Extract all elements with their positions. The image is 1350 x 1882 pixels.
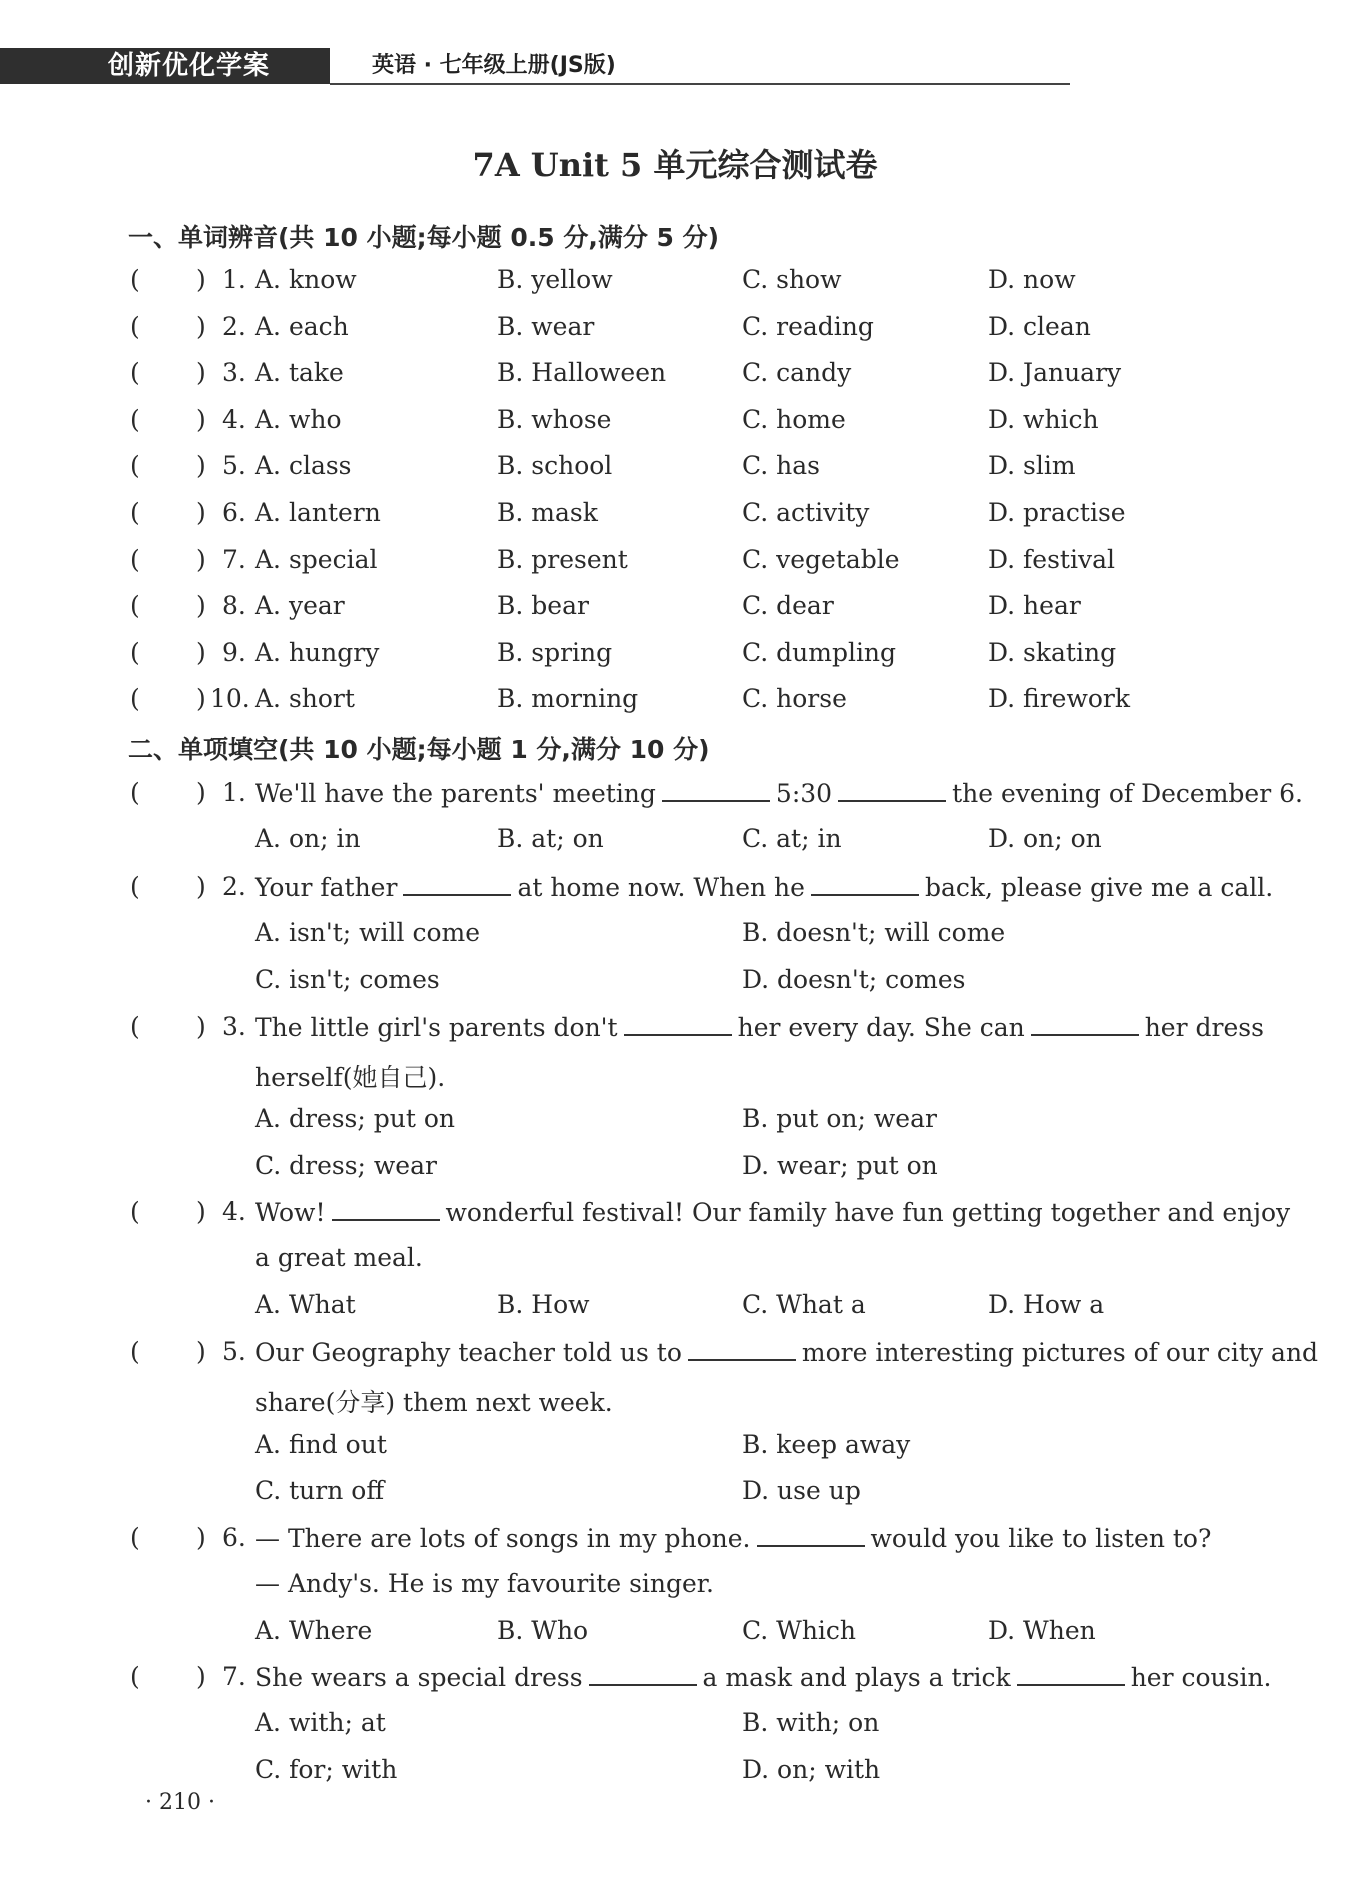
answer-paren-right: ) bbox=[196, 545, 206, 574]
option-d[interactable]: D. January bbox=[988, 358, 1122, 387]
answer-blank[interactable] bbox=[403, 872, 511, 896]
stem-part: She wears a special dress bbox=[255, 1663, 583, 1692]
question-stem bbox=[255, 1523, 1211, 1553]
question-row bbox=[0, 1012, 1350, 1052]
question-stem bbox=[255, 1337, 1318, 1367]
question-number: 4. bbox=[222, 1197, 246, 1226]
option-b[interactable]: B. at; on bbox=[497, 824, 604, 853]
stem-part: wonderful festival! Our family have fun getting together and enjoy bbox=[445, 1198, 1291, 1227]
option-d[interactable]: D. doesn't; comes bbox=[742, 965, 966, 994]
option-b[interactable]: B. whose bbox=[497, 405, 612, 434]
option-a[interactable]: A. isn't; will come bbox=[255, 918, 481, 947]
answer-blank[interactable] bbox=[811, 872, 919, 896]
options-row bbox=[0, 1755, 1350, 1795]
option-b[interactable]: B. with; on bbox=[742, 1708, 880, 1737]
question-number: 2. bbox=[222, 312, 246, 341]
question-row bbox=[0, 1197, 1350, 1237]
option-d[interactable]: D. firework bbox=[988, 684, 1131, 713]
answer-paren-right: ) bbox=[196, 498, 206, 527]
question-row bbox=[0, 1662, 1350, 1702]
answer-paren-left[interactable]: ( bbox=[130, 312, 140, 341]
option-b[interactable]: B. put on; wear bbox=[742, 1104, 937, 1133]
answer-blank[interactable] bbox=[332, 1197, 440, 1221]
option-c[interactable]: C. vegetable bbox=[742, 545, 900, 574]
answer-paren-right: ) bbox=[196, 1523, 206, 1552]
answer-blank[interactable] bbox=[589, 1662, 697, 1686]
answer-paren-right: ) bbox=[196, 405, 206, 434]
options-row bbox=[0, 1430, 1350, 1470]
phonetics-row bbox=[0, 265, 1350, 305]
option-d[interactable]: D. on; on bbox=[988, 824, 1102, 853]
stem-part: Our Geography teacher told us to bbox=[255, 1338, 682, 1367]
question-number: 3. bbox=[222, 1012, 246, 1041]
option-a[interactable]: A. What bbox=[255, 1290, 356, 1319]
stem-part: at home now. When he bbox=[517, 873, 805, 902]
page-number: · 210 · bbox=[145, 1790, 215, 1815]
option-d[interactable]: D. slim bbox=[988, 451, 1076, 480]
option-d[interactable]: D. which bbox=[988, 405, 1099, 434]
question-number: 9. bbox=[222, 638, 246, 667]
option-a[interactable]: A. take bbox=[255, 358, 344, 387]
stem-part: Wow! bbox=[255, 1198, 326, 1227]
answer-paren-left[interactable]: ( bbox=[130, 778, 140, 807]
options-row bbox=[0, 965, 1350, 1005]
phonetics-row bbox=[0, 545, 1350, 585]
phonetics-row bbox=[0, 451, 1350, 491]
stem-part: the evening of December 6. bbox=[952, 779, 1303, 808]
option-c[interactable]: C. What a bbox=[742, 1290, 866, 1319]
option-b[interactable]: B. morning bbox=[497, 684, 639, 713]
option-c[interactable]: C. candy bbox=[742, 358, 852, 387]
option-d[interactable]: D. on; with bbox=[742, 1755, 881, 1784]
option-c[interactable]: C. dress; wear bbox=[255, 1151, 437, 1180]
section2-heading: 二、单项填空(共 10 小题;每小题 1 分,满分 10 分) bbox=[128, 735, 710, 764]
stem-part: — There are lots of songs in my phone. bbox=[255, 1524, 751, 1553]
stem-part: her every day. She can bbox=[737, 1013, 1025, 1042]
answer-paren-left[interactable]: ( bbox=[130, 545, 140, 574]
question-continuation: a great meal. bbox=[255, 1243, 423, 1272]
option-a[interactable]: A. with; at bbox=[255, 1708, 386, 1737]
option-a[interactable]: A. hungry bbox=[255, 638, 380, 667]
stem-part: more interesting pictures of our city and bbox=[801, 1338, 1319, 1367]
answer-paren-right: ) bbox=[196, 778, 206, 807]
phonetics-row bbox=[0, 638, 1350, 678]
answer-paren-right: ) bbox=[196, 591, 206, 620]
option-c[interactable]: C. show bbox=[742, 265, 842, 294]
option-c[interactable]: C. dear bbox=[742, 591, 834, 620]
phonetics-row bbox=[0, 358, 1350, 398]
option-a[interactable]: A. on; in bbox=[255, 824, 361, 853]
options-row bbox=[0, 1476, 1350, 1516]
option-a[interactable]: A. find out bbox=[255, 1430, 387, 1459]
option-c[interactable]: C. has bbox=[742, 451, 820, 480]
section1-heading: 一、单词辨音(共 10 小题;每小题 0.5 分,满分 5 分) bbox=[128, 223, 720, 252]
question-row bbox=[0, 872, 1350, 912]
answer-blank[interactable] bbox=[688, 1337, 796, 1361]
answer-paren-right: ) bbox=[196, 684, 206, 713]
option-c[interactable]: C. dumpling bbox=[742, 638, 897, 667]
stem-part: a mask and plays a trick bbox=[702, 1663, 1011, 1692]
option-a[interactable]: A. year bbox=[255, 591, 345, 620]
question-stem bbox=[255, 1012, 1264, 1042]
header-rule bbox=[330, 83, 1070, 85]
phonetics-row bbox=[0, 312, 1350, 352]
option-b[interactable]: B. present bbox=[497, 545, 628, 574]
option-b[interactable]: B. Halloween bbox=[497, 358, 667, 387]
option-a[interactable]: A. dress; put on bbox=[255, 1104, 455, 1133]
answer-paren-right: ) bbox=[196, 1337, 206, 1366]
question-number: 1. bbox=[222, 778, 246, 807]
question-row bbox=[0, 1523, 1350, 1563]
option-d[interactable]: D. skating bbox=[988, 638, 1117, 667]
answer-paren-left[interactable]: ( bbox=[130, 1337, 140, 1366]
option-a[interactable]: A. special bbox=[255, 545, 378, 574]
options-row bbox=[0, 918, 1350, 958]
option-d[interactable]: D. wear; put on bbox=[742, 1151, 938, 1180]
answer-blank[interactable] bbox=[624, 1012, 732, 1036]
option-c[interactable]: C. home bbox=[742, 405, 846, 434]
option-b[interactable]: B. bear bbox=[497, 591, 589, 620]
options-row bbox=[0, 1104, 1350, 1144]
option-c[interactable]: C. horse bbox=[742, 684, 847, 713]
option-a[interactable]: A. who bbox=[255, 405, 342, 434]
options-row bbox=[0, 1708, 1350, 1748]
answer-paren-right: ) bbox=[196, 872, 206, 901]
options-row bbox=[0, 1616, 1350, 1656]
answer-paren-left[interactable]: ( bbox=[130, 1523, 140, 1552]
option-d[interactable]: D. clean bbox=[988, 312, 1091, 341]
option-b[interactable]: B. Who bbox=[497, 1616, 589, 1645]
option-d[interactable]: D. hear bbox=[988, 591, 1081, 620]
question-continuation: share(分享) them next week. bbox=[255, 1388, 613, 1417]
answer-paren-left[interactable]: ( bbox=[130, 1012, 140, 1041]
option-a[interactable]: A. Where bbox=[255, 1616, 373, 1645]
question-number: 2. bbox=[222, 872, 246, 901]
answer-paren-left[interactable]: ( bbox=[130, 405, 140, 434]
question-continuation: — Andy's. He is my favourite singer. bbox=[255, 1569, 714, 1598]
stem-part: her dress bbox=[1144, 1013, 1264, 1042]
question-stem bbox=[255, 872, 1273, 902]
option-d[interactable]: D. festival bbox=[988, 545, 1115, 574]
question-continuation-row bbox=[0, 1058, 1350, 1098]
answer-paren-right: ) bbox=[196, 312, 206, 341]
question-continuation-row bbox=[0, 1243, 1350, 1283]
answer-paren-left[interactable]: ( bbox=[130, 451, 140, 480]
answer-paren-right: ) bbox=[196, 358, 206, 387]
option-a[interactable]: A. know bbox=[255, 265, 357, 294]
option-a[interactable]: A. class bbox=[255, 451, 352, 480]
page-title: 7A Unit 5 单元综合测试卷 bbox=[472, 146, 878, 184]
option-c[interactable]: C. reading bbox=[742, 312, 874, 341]
question-number: 1. bbox=[222, 265, 246, 294]
option-c[interactable]: C. turn off bbox=[255, 1476, 385, 1505]
answer-paren-left[interactable]: ( bbox=[130, 591, 140, 620]
option-d[interactable]: D. practise bbox=[988, 498, 1126, 527]
option-c[interactable]: C. Which bbox=[742, 1616, 857, 1645]
option-c[interactable]: C. activity bbox=[742, 498, 870, 527]
option-a[interactable]: A. lantern bbox=[255, 498, 381, 527]
stem-part: back, please give me a call. bbox=[924, 873, 1274, 902]
question-stem bbox=[255, 1197, 1290, 1227]
option-a[interactable]: A. each bbox=[255, 312, 349, 341]
option-d[interactable]: D. How a bbox=[988, 1290, 1105, 1319]
answer-paren-right: ) bbox=[196, 1012, 206, 1041]
answer-blank[interactable] bbox=[1031, 1012, 1139, 1036]
option-b[interactable]: B. keep away bbox=[742, 1430, 911, 1459]
question-number: 5. bbox=[222, 451, 246, 480]
question-row bbox=[0, 1337, 1350, 1377]
question-number: 5. bbox=[222, 1337, 246, 1366]
question-continuation: herself(她自己). bbox=[255, 1063, 446, 1092]
stem-part: Your father bbox=[255, 873, 398, 902]
question-number: 7. bbox=[222, 1662, 246, 1691]
answer-paren-left[interactable]: ( bbox=[130, 1197, 140, 1226]
option-c[interactable]: C. isn't; comes bbox=[255, 965, 440, 994]
answer-paren-right: ) bbox=[196, 1197, 206, 1226]
answer-paren-left[interactable]: ( bbox=[130, 1662, 140, 1691]
answer-paren-left[interactable]: ( bbox=[130, 684, 140, 713]
option-b[interactable]: B. spring bbox=[497, 638, 613, 667]
option-b[interactable]: B. yellow bbox=[497, 265, 613, 294]
brand-logo: 创新优化学案 bbox=[108, 51, 271, 81]
question-continuation-row bbox=[0, 1383, 1350, 1423]
question-number: 4. bbox=[222, 405, 246, 434]
stem-part: her cousin. bbox=[1130, 1663, 1272, 1692]
answer-paren-right: ) bbox=[196, 1662, 206, 1691]
phonetics-row bbox=[0, 591, 1350, 631]
answer-paren-left[interactable]: ( bbox=[130, 498, 140, 527]
option-b[interactable]: B. How bbox=[497, 1290, 590, 1319]
answer-paren-right: ) bbox=[196, 265, 206, 294]
question-row bbox=[0, 778, 1350, 818]
option-b[interactable]: B. school bbox=[497, 451, 613, 480]
book-title: 英语 · 七年级上册(JS版) bbox=[372, 53, 616, 78]
option-a[interactable]: A. short bbox=[255, 684, 355, 713]
stem-part: We'll have the parents' meeting bbox=[255, 779, 656, 808]
options-row bbox=[0, 824, 1350, 864]
question-number: 8. bbox=[222, 591, 246, 620]
option-b[interactable]: B. mask bbox=[497, 498, 598, 527]
answer-paren-left[interactable]: ( bbox=[130, 265, 140, 294]
answer-paren-left[interactable]: ( bbox=[130, 872, 140, 901]
question-number: 10. bbox=[210, 684, 250, 713]
option-b[interactable]: B. doesn't; will come bbox=[742, 918, 1006, 947]
stem-part: 5:30 bbox=[775, 779, 833, 808]
option-d[interactable]: D. use up bbox=[742, 1476, 861, 1505]
answer-paren-right: ) bbox=[196, 451, 206, 480]
options-row bbox=[0, 1290, 1350, 1330]
question-stem bbox=[255, 778, 1303, 808]
answer-blank[interactable] bbox=[757, 1523, 865, 1547]
option-c[interactable]: C. for; with bbox=[255, 1755, 398, 1784]
phonetics-row bbox=[0, 498, 1350, 538]
options-row bbox=[0, 1151, 1350, 1191]
phonetics-row bbox=[0, 405, 1350, 445]
answer-paren-right: ) bbox=[196, 638, 206, 667]
option-b[interactable]: B. wear bbox=[497, 312, 595, 341]
question-number: 3. bbox=[222, 358, 246, 387]
question-number: 7. bbox=[222, 545, 246, 574]
answer-paren-left[interactable]: ( bbox=[130, 638, 140, 667]
stem-part: would you like to listen to? bbox=[870, 1524, 1212, 1553]
answer-blank[interactable] bbox=[1017, 1662, 1125, 1686]
question-continuation-row bbox=[0, 1569, 1350, 1609]
question-number: 6. bbox=[222, 498, 246, 527]
question-stem bbox=[255, 1662, 1272, 1692]
answer-blank[interactable] bbox=[662, 778, 770, 802]
phonetics-row bbox=[0, 684, 1350, 724]
option-c[interactable]: C. at; in bbox=[742, 824, 842, 853]
answer-paren-left[interactable]: ( bbox=[130, 358, 140, 387]
answer-blank[interactable] bbox=[838, 778, 946, 802]
stem-part: The little girl's parents don't bbox=[255, 1013, 618, 1042]
question-number: 6. bbox=[222, 1523, 246, 1552]
option-d[interactable]: D. When bbox=[988, 1616, 1096, 1645]
option-d[interactable]: D. now bbox=[988, 265, 1076, 294]
